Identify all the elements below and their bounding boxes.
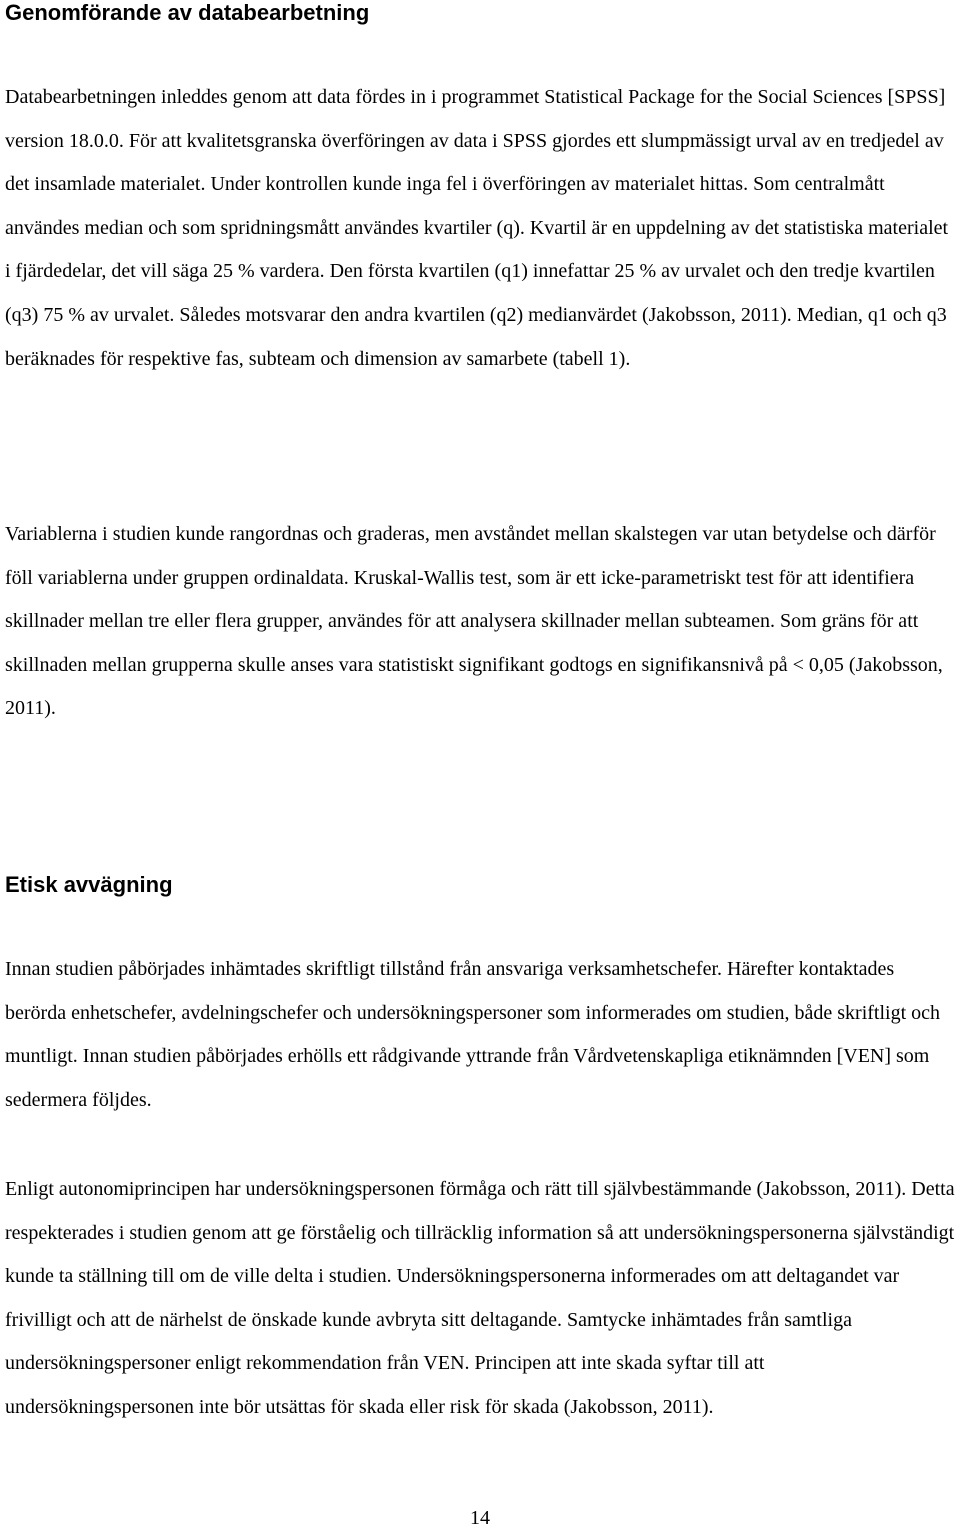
section-heading-etisk-avvagning: Etisk avvägning [5, 872, 173, 897]
paragraph-databearbetning-1: Databearbetningen inleddes genom att data fördes in i programmet Statistical Package for the Social Sciences [SPSS] version 18.0.0. För att kvalitetsgranska överföringen av data i SPSS gjordes ett slumpmässigt urval av en tredjedel av det insamlade materialet. Under kontrollen kunde inga fel i överföringen av materialet hittas. Som centralmått användes median och som spridningsmått användes kvartiler (q). Kvartil är en uppdelning av det statistiska materialet i fjärdedelar, det vill säga 25 % vardera. Den första kvartilen (q1) innefattar 25 % av urvalet och den tredje kvartilen (q3) 75 % av urvalet. Således motsvarar den andra kvartilen (q2) medianvärdet (Jakobsson, 2011). Median, q1 och q3 beräknades för respektive fas, subteam och dimension av samarbete (tabell 1). [5, 86, 949, 370]
paragraph-databearbetning-2: Variablerna i studien kunde rangordnas och graderas, men avståndet mellan skalstegen var utan betydelse och därför föll variablerna under gruppen ordinaldata. Kruskal-Wallis test, som är ett icke-parametriskt test för att identifiera skillnader mellan tre eller flera grupper, användes för att analysera skillnader mellan subteamen. Som gräns för att skillnaden mellan grupperna skulle anses vara statistiskt signifikant godtogs en signifikansnivå på < 0,05 (Jakobsson, 2011). [5, 523, 943, 720]
paragraph-etisk-2: Enligt autonomiprincipen har undersökningspersonen förmåga och rätt till självbestämmande (Jakobsson, 2011). Detta respekterades i studien genom att ge förståelig och tillräcklig information så att undersökningspersonerna självständigt kunde ta ställning till om de ville delta i studien. Undersökningspersonerna informerades om att deltagandet var frivilligt och att de närhelst de önskade kunde avbryta sitt deltagande. Samtycke inhämtades från samtliga undersökningspersoner enligt rekommendation från VEN. Principen att inte skada syftar till att undersökningspersonen inte bör utsättas för skada eller risk för skada (Jakobsson, 2011). [5, 1178, 955, 1418]
paragraph-etisk-1: Innan studien påbörjades inhämtades skriftligt tillstånd från ansvariga verksamhetschefer. Härefter kontaktades berörda enhetschefer, avdelningschefer och undersökningspersoner som informerades om studien, både skriftligt och muntligt. Innan studien påbörjades erhölls ett rådgivande yttrande från Vårdvetenskapliga etiknämnden [VEN] som sedermera följdes. [5, 958, 941, 1111]
page-number: 14 [470, 1507, 490, 1529]
section-heading-databearbetning: Genomförande av databearbetning [5, 0, 370, 25]
